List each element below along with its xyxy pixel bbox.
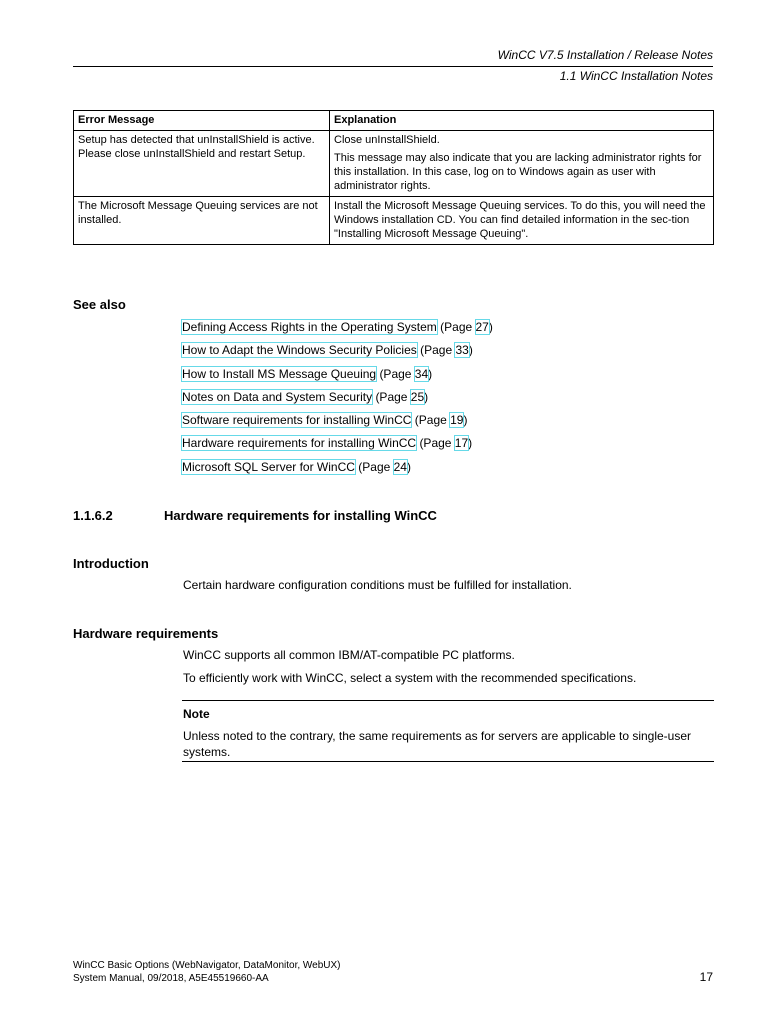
table-row	[74, 131, 714, 197]
list-item	[182, 343, 493, 366]
explanation-paragraph: Close unInstallShield.	[334, 134, 440, 146]
note-text: Unless noted to the contrary, the same requirements as for servers are applicable to single-user systems.	[183, 729, 692, 759]
see-also-link[interactable]: Hardware requirements for installing WinCC	[182, 436, 417, 451]
list-item	[182, 390, 493, 413]
see-also-list	[182, 320, 493, 483]
list-item	[182, 436, 493, 459]
page-prefix: (Page	[375, 389, 411, 404]
page-prefix: (Page	[414, 413, 451, 428]
page-link[interactable]: 25	[410, 389, 425, 404]
explanation-cell	[330, 197, 714, 245]
running-header-title: WinCC V7.5 Installation / Release Notes	[497, 48, 713, 62]
table-header-row	[74, 111, 714, 131]
header-rule	[73, 66, 713, 67]
error-message-cell: The Microsoft Message Queuing services are not installed.	[74, 197, 330, 245]
hardware-requirements-heading: Hardware requirements	[73, 626, 219, 641]
page-prefix: (Page	[440, 320, 476, 334]
error-message-table	[73, 110, 714, 245]
page-prefix: (Page	[379, 366, 415, 381]
page-link[interactable]: 27	[475, 320, 489, 334]
list-item	[182, 413, 493, 436]
column-header-explanation: Explanation	[330, 111, 714, 131]
see-also-link[interactable]: Notes on Data and System Security	[182, 389, 373, 404]
page-suffix: )	[488, 320, 493, 334]
see-also-link[interactable]: Defining Access Rights in the Operating System	[182, 320, 437, 334]
explanation-paragraph: This message may also indicate that you are lacking administrator rights for this installation. In this case, log on to Windows again as user with administrator rights.	[334, 152, 702, 192]
see-also-link[interactable]: Microsoft SQL Server for WinCC	[182, 459, 355, 474]
page-suffix: )	[468, 343, 473, 358]
section-number: 1.1.6.2	[73, 508, 113, 523]
note-title: Note	[183, 707, 210, 721]
explanation-cell	[330, 131, 714, 197]
page-prefix: (Page	[358, 459, 394, 474]
see-also-link[interactable]: How to Install MS Message Queuing	[182, 366, 377, 381]
column-header-error-message: Error Message	[74, 111, 330, 131]
see-also-heading: See also	[73, 297, 126, 312]
note-box	[182, 700, 714, 762]
page-prefix: (Page	[420, 343, 456, 358]
introduction-text: Certain hardware configuration conditions must be fulfilled for installation.	[183, 578, 572, 592]
footer-manual-info: System Manual, 09/2018, A5E45519660-AA	[73, 973, 269, 984]
explanation-paragraph: Install the Microsoft Message Queuing services. To do this, you will need the Windows installation CD. You can find detailed information in the sec-tion "Installing Microsoft Message Queuing".	[334, 200, 706, 240]
page-suffix: )	[428, 366, 433, 381]
introduction-heading: Introduction	[73, 556, 149, 571]
running-header-section: 1.1 WinCC Installation Notes	[559, 69, 713, 83]
footer-product: WinCC Basic Options (WebNavigator, DataMonitor, WebUX)	[73, 960, 341, 971]
list-item	[182, 320, 493, 343]
page-link[interactable]: 33	[455, 343, 469, 358]
hardware-requirements-paragraph: To efficiently work with WinCC, select a system with the recommended specifications.	[183, 671, 637, 685]
page-link[interactable]: 34	[414, 366, 429, 381]
page-prefix: (Page	[419, 436, 455, 451]
page-link[interactable]: 24	[393, 459, 407, 474]
error-message-cell: Setup has detected that unInstallShield is active. Please close unInstallShield and restart Setup.	[74, 131, 330, 197]
hardware-requirements-paragraph: WinCC supports all common IBM/AT-compatible PC platforms.	[183, 648, 515, 662]
page-number: 17	[699, 970, 713, 984]
page-suffix: )	[406, 459, 411, 474]
list-item	[182, 367, 493, 390]
see-also-link[interactable]: Software requirements for installing WinCC	[182, 413, 412, 428]
page-suffix: )	[463, 413, 468, 428]
page-link[interactable]: 17	[454, 436, 469, 451]
page-suffix: )	[424, 389, 429, 404]
table-row	[74, 197, 714, 245]
section-title: Hardware requirements for installing WinCC	[164, 508, 437, 523]
page-link[interactable]: 19	[450, 413, 464, 428]
list-item	[182, 460, 493, 483]
see-also-link[interactable]: How to Adapt the Windows Security Policies	[182, 343, 417, 358]
page-suffix: )	[468, 436, 473, 451]
